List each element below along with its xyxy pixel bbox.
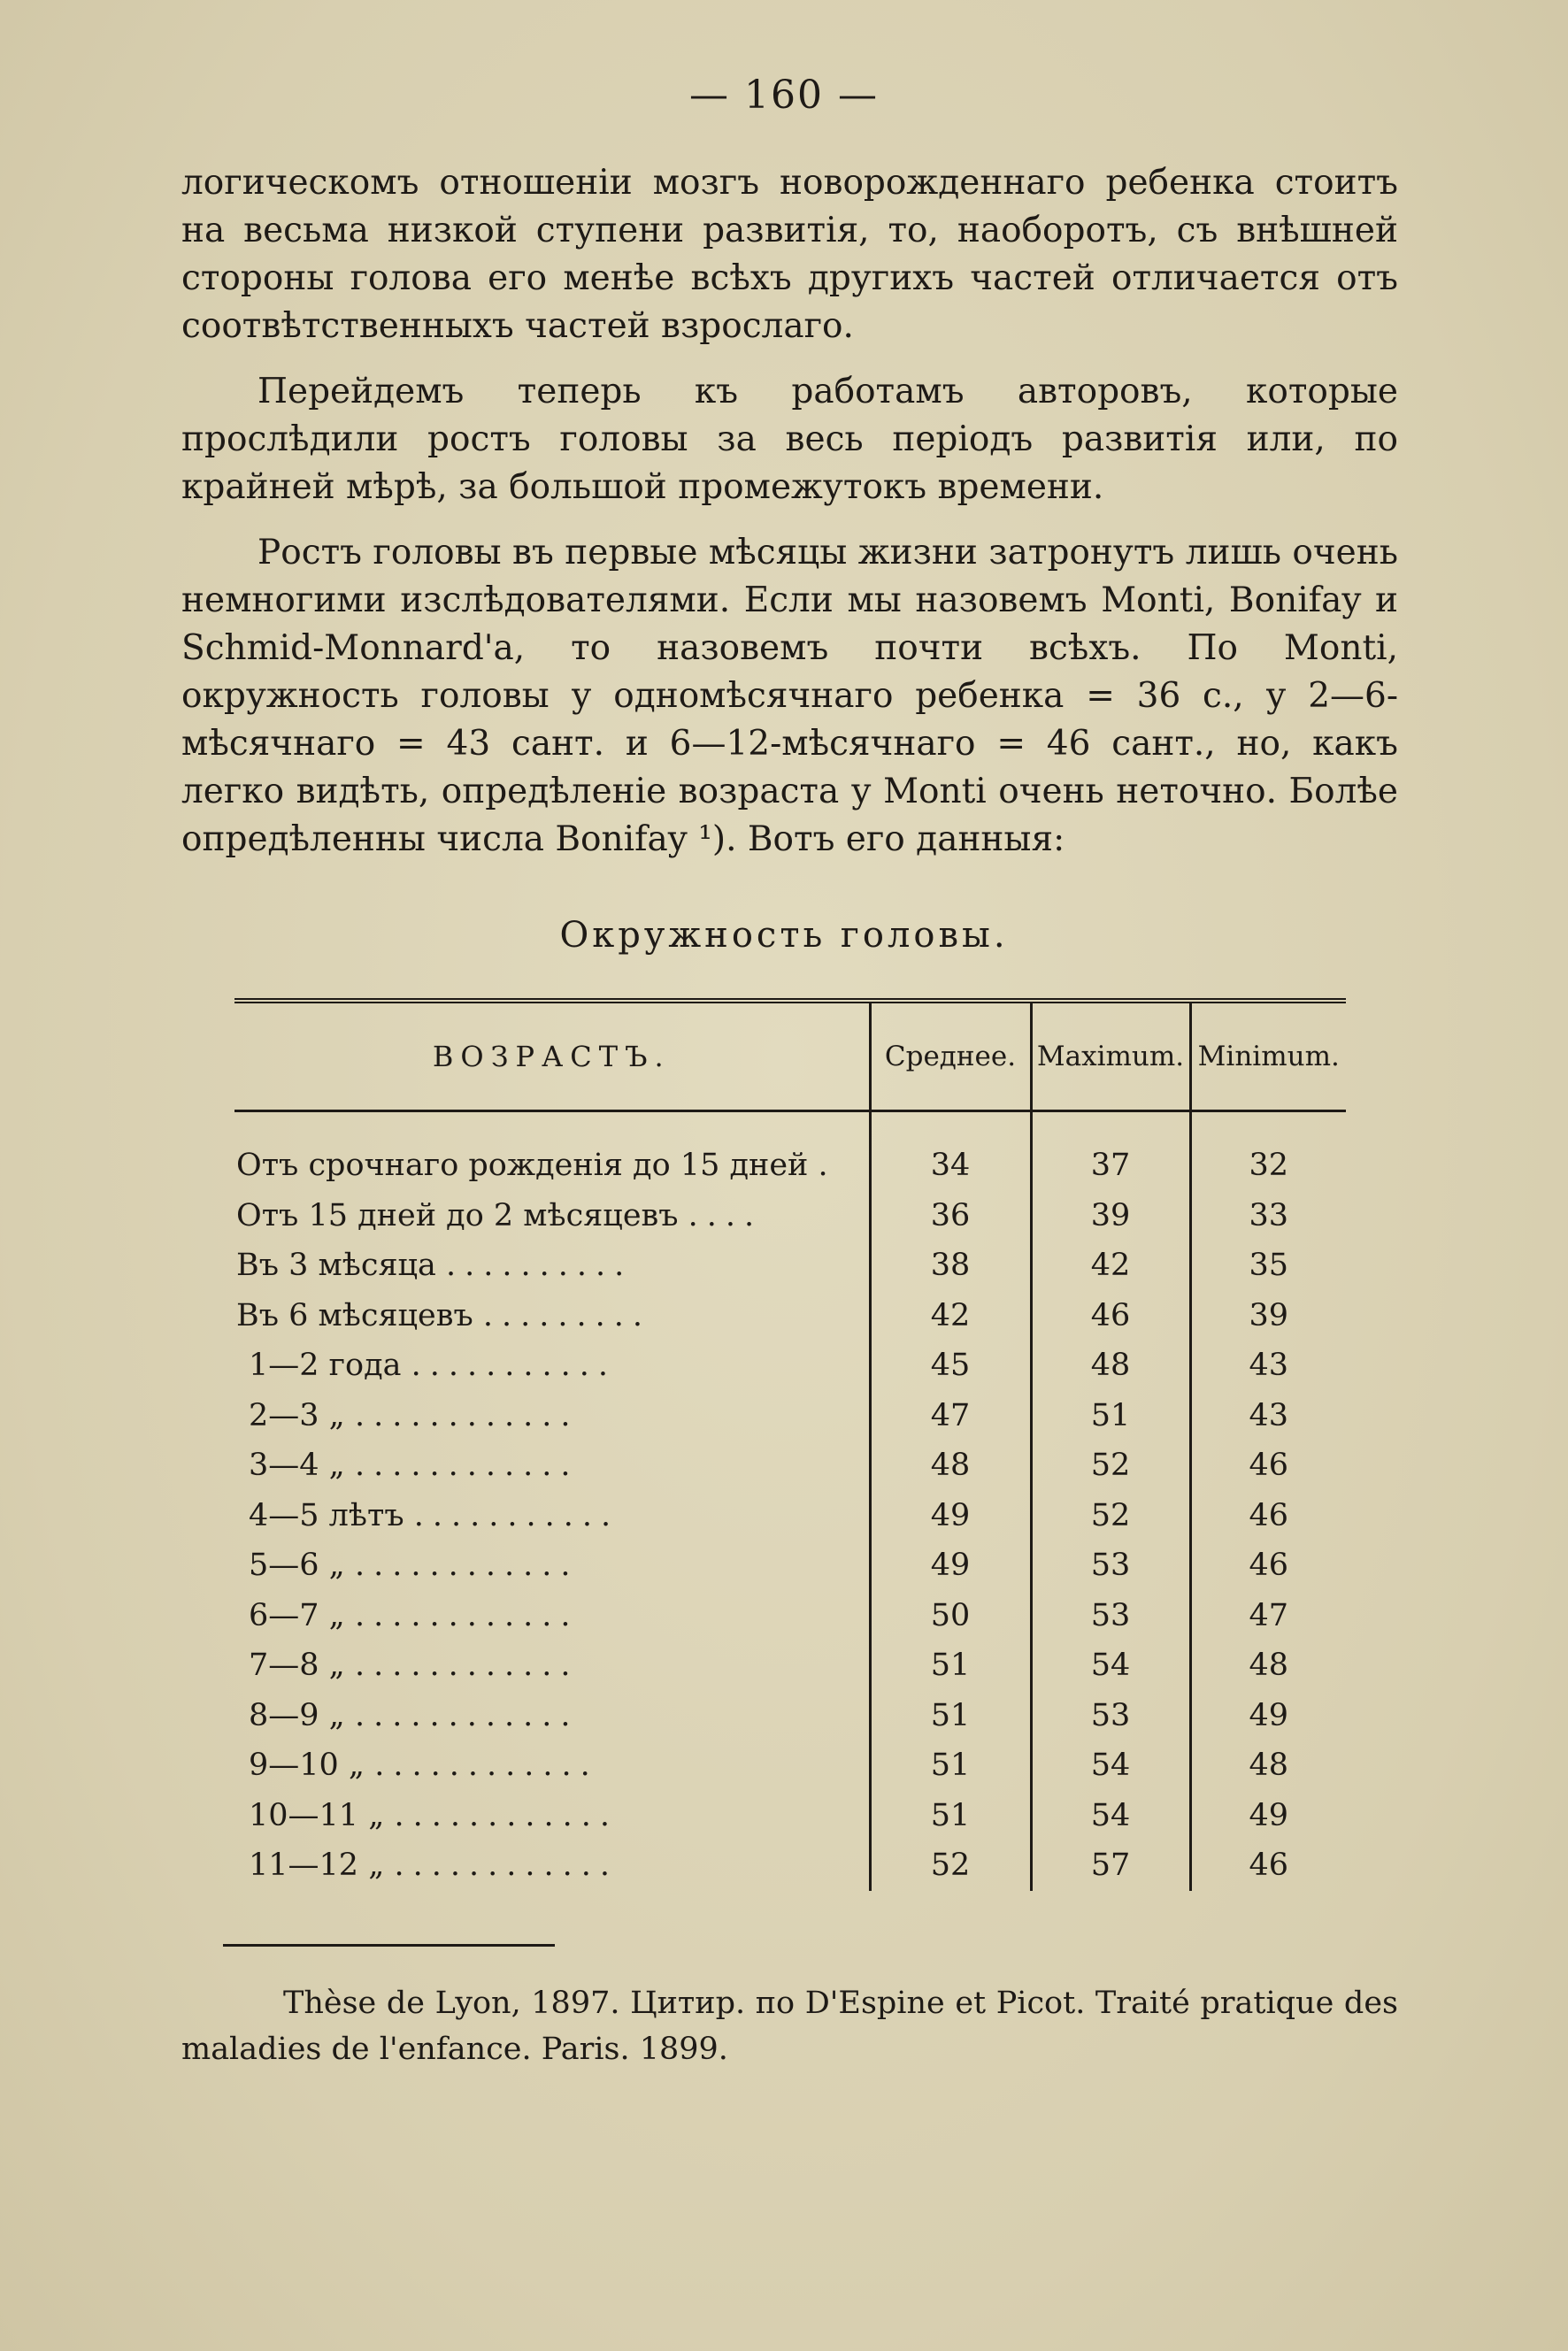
header-age: ВОЗРАСТЪ. (234, 1001, 870, 1111)
row-average: 45 (870, 1341, 1031, 1391)
row-minimum: 43 (1190, 1391, 1346, 1441)
row-leader-dots: .... (688, 1197, 764, 1233)
table-row (234, 1191, 1346, 1241)
row-age-label: 8—9 „ (249, 1697, 345, 1733)
row-average: 52 (870, 1840, 1031, 1891)
table-row (234, 1291, 1346, 1341)
row-minimum: 48 (1190, 1740, 1346, 1791)
row-maximum: 53 (1031, 1540, 1190, 1591)
header-minimum: Minimum. (1190, 1001, 1346, 1111)
paragraph: Ростъ головы въ первые мѣсяцы жизни затронутъ лишь очень немногими изслѣдователями. Если мы назовемъ Monti, Bonifay и Schmid-Monnard'а, то назовемъ почти всѣхъ. По Monti, окружность головы у одномѣсячнаго ребенка = 36 с., у 2—6-мѣсячнаго = 43 сант. и 6—12-мѣсячнаго = 46 сант., но, какъ легко видѣть, опредѣленіе возраста у Monti очень неточно. Болѣе опредѣленны числа Bonifay ¹). Вотъ его данныя: (181, 533, 1398, 859)
row-age-cell (234, 1740, 870, 1791)
row-leader-dots: ............ (354, 1548, 580, 1584)
row-age-cell (234, 1691, 870, 1741)
row-maximum: 52 (1031, 1491, 1190, 1541)
row-age-cell (234, 1791, 870, 1841)
row-age-cell (234, 1341, 870, 1391)
table-row (234, 1111, 1346, 1191)
table-row (234, 1591, 1346, 1641)
row-minimum: 46 (1190, 1840, 1346, 1891)
row-leader-dots: ............ (354, 1397, 580, 1433)
table-header-row (234, 1001, 1346, 1111)
row-average: 51 (870, 1640, 1031, 1691)
body-text (181, 159, 1398, 864)
row-age-label: 7—8 „ (249, 1648, 345, 1684)
row-maximum: 37 (1031, 1111, 1190, 1191)
row-minimum: 46 (1190, 1441, 1346, 1491)
row-age-label: 2—3 „ (249, 1397, 345, 1433)
row-maximum: 48 (1031, 1341, 1190, 1391)
row-maximum: 53 (1031, 1591, 1190, 1641)
row-age-cell (234, 1640, 870, 1691)
row-age-cell (234, 1241, 870, 1291)
row-maximum: 39 (1031, 1191, 1190, 1241)
table-row (234, 1441, 1346, 1491)
row-age-cell (234, 1391, 870, 1441)
row-minimum: 33 (1190, 1191, 1346, 1241)
row-minimum: 47 (1190, 1591, 1346, 1641)
footnote-rule (223, 1944, 555, 1947)
row-leader-dots: ............ (394, 1848, 619, 1884)
row-age-cell (234, 1441, 870, 1491)
row-minimum: 35 (1190, 1241, 1346, 1291)
table-row (234, 1840, 1346, 1891)
head-circumference-table (234, 998, 1346, 1891)
row-leader-dots: .......... (446, 1248, 634, 1284)
row-age-label: 11—12 „ (249, 1848, 385, 1884)
row-age-cell (234, 1840, 870, 1891)
row-age-label: Въ 6 мѣсяцевъ (236, 1297, 473, 1333)
header-average: Среднее. (870, 1001, 1031, 1111)
row-average: 51 (870, 1791, 1031, 1841)
row-age-label: Отъ 15 дней до 2 мѣсяцевъ (236, 1197, 679, 1233)
row-leader-dots: ............ (354, 1597, 580, 1633)
row-age-cell (234, 1540, 870, 1591)
row-average: 42 (870, 1291, 1031, 1341)
row-minimum: 49 (1190, 1691, 1346, 1741)
row-age-cell (234, 1491, 870, 1541)
row-maximum: 53 (1031, 1691, 1190, 1741)
row-age-cell (234, 1111, 870, 1191)
row-average: 34 (870, 1111, 1031, 1191)
row-age-label: 3—4 „ (249, 1448, 345, 1484)
row-leader-dots: ......... (482, 1297, 651, 1333)
row-age-label: 4—5 лѣтъ (249, 1497, 404, 1533)
row-average: 49 (870, 1491, 1031, 1541)
row-age-label: 6—7 „ (249, 1597, 345, 1633)
page-number: — 160 — (689, 73, 879, 118)
row-minimum: 48 (1190, 1640, 1346, 1691)
row-leader-dots: . (818, 1148, 837, 1184)
row-age-label: 1—2 года (249, 1348, 402, 1384)
row-maximum: 42 (1031, 1241, 1190, 1291)
row-minimum: 46 (1190, 1540, 1346, 1591)
row-age-cell (234, 1291, 870, 1341)
row-leader-dots: ............ (354, 1648, 580, 1684)
row-age-label: Отъ срочнаго рожденія до 15 дней (236, 1148, 809, 1184)
row-age-cell (234, 1191, 870, 1241)
header-maximum: Maximum. (1031, 1001, 1190, 1111)
row-minimum: 32 (1190, 1111, 1346, 1191)
row-maximum: 54 (1031, 1791, 1190, 1841)
row-average: 36 (870, 1191, 1031, 1241)
table-row (234, 1691, 1346, 1741)
row-leader-dots: ........... (411, 1348, 618, 1384)
row-average: 51 (870, 1691, 1031, 1741)
row-average: 48 (870, 1441, 1031, 1491)
row-maximum: 57 (1031, 1840, 1190, 1891)
row-leader-dots: ............ (354, 1697, 580, 1733)
row-age-label: 9—10 „ (249, 1748, 365, 1784)
row-average: 47 (870, 1391, 1031, 1441)
row-average: 49 (870, 1540, 1031, 1591)
row-average: 51 (870, 1740, 1031, 1791)
row-average: 50 (870, 1591, 1031, 1641)
table-row (234, 1491, 1346, 1541)
row-maximum: 54 (1031, 1640, 1190, 1691)
row-age-label: 10—11 „ (249, 1797, 385, 1833)
row-leader-dots: ........... (413, 1497, 620, 1533)
row-maximum: 51 (1031, 1391, 1190, 1441)
row-minimum: 43 (1190, 1341, 1346, 1391)
row-age-label: Въ 3 мѣсяца (236, 1248, 436, 1284)
table-row (234, 1241, 1346, 1291)
row-maximum: 52 (1031, 1441, 1190, 1491)
row-minimum: 49 (1190, 1791, 1346, 1841)
paragraph: Перейдемъ теперь къ работамъ авторовъ, которые прослѣдили ростъ головы за весь періодъ развитія или, по крайней мѣрѣ, за большой промежутокъ времени. (181, 372, 1398, 507)
footnote: Thèse de Lyon, 1897. Цитир. по D'Espine et Picot. Traité pratique des maladies de l'enfance. Paris. 1899. (181, 1986, 1398, 2067)
table-row (234, 1791, 1346, 1841)
table-row (234, 1540, 1346, 1591)
row-maximum: 54 (1031, 1740, 1190, 1791)
row-average: 38 (870, 1241, 1031, 1291)
table-caption: Окружность головы. (559, 915, 1009, 956)
row-maximum: 46 (1031, 1291, 1190, 1341)
row-leader-dots: ............ (354, 1448, 580, 1484)
row-leader-dots: ............ (394, 1797, 619, 1833)
row-age-label: 5—6 „ (249, 1548, 345, 1584)
table-row (234, 1640, 1346, 1691)
table-row (234, 1740, 1346, 1791)
row-minimum: 46 (1190, 1491, 1346, 1541)
row-minimum: 39 (1190, 1291, 1346, 1341)
row-age-cell (234, 1591, 870, 1641)
row-leader-dots: ............ (374, 1748, 599, 1784)
paragraph: логическомъ отношеніи мозгъ новорожденнаго ребенка стоитъ на весьма низкой ступени развитія, то, наоборотъ, съ внѣшней стороны голова его менѣе всѣхъ другихъ частей отличается отъ соотвѣтственныхъ частей взрослаго. (181, 163, 1398, 346)
table-row (234, 1341, 1346, 1391)
table-row (234, 1391, 1346, 1441)
